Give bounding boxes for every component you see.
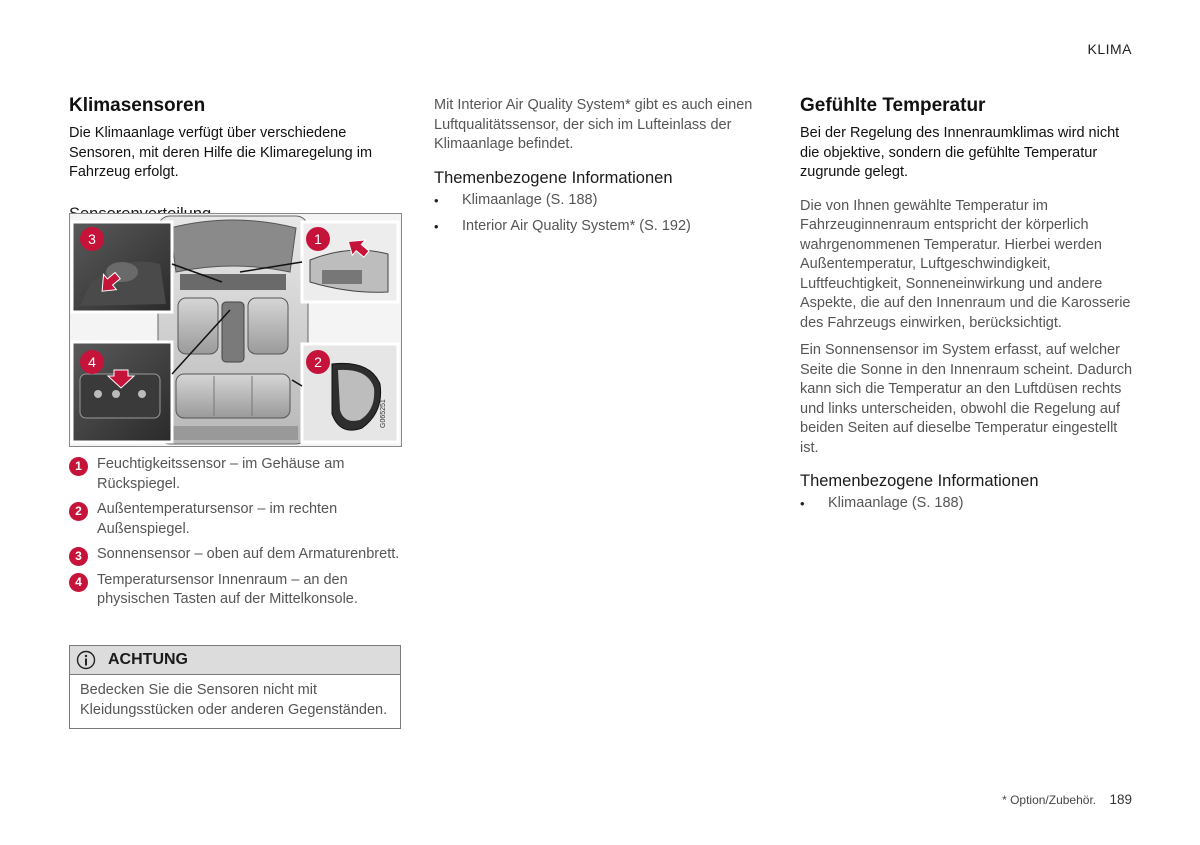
callout-2 [306, 350, 330, 374]
warning-text: Bedecken Sie die Sensoren nicht mit Kleidungsstücken oder anderen Gegenständen. [80, 682, 388, 718]
section-title: Gefühlte Temperatur [800, 95, 986, 116]
callout-3 [80, 227, 104, 251]
info-circle-icon [76, 650, 96, 675]
callout-1 [306, 227, 330, 251]
list-item [69, 545, 401, 565]
page-footer [1002, 792, 1132, 807]
intro-paragraph: Die Klimaanlage verfügt über verschiedene Sensoren, mit deren Hilfe die Klimaregelung im Fahrzeug erfolgt. [69, 125, 373, 180]
intro-paragraph: Bei der Regelung des Innenraumklimas wird nicht die objektive, sondern die gefühlte Temperatur zugrunde gelegt. [800, 125, 1120, 180]
sensor-layout-figure [69, 213, 402, 447]
warning-title: ACHTUNG [108, 651, 188, 668]
list-item [69, 500, 401, 539]
warning-header [70, 646, 400, 675]
callout-text: Temperatursensor Innenraum – an den physischen Tasten auf der Mittelkonsole. [97, 571, 358, 607]
svg-text:2: 2 [314, 354, 322, 370]
body-paragraph: Die von Ihnen gewählte Temperatur im Fahrzeuginnenraum entspricht der körperlich wahrgenommenen Temperatur. Hierbei werden Außentemperatur, Luftgeschwindigkeit, Luftfeuchtigkeit, Sonneneinwirkung und andere Aspekte, die auf den Innenraum und die Karosserie des Fahrzeugs einwirken, berücksichtigt. [800, 197, 1131, 331]
air-quality-paragraph: Mit Interior Air Quality System* gibt es auch einen Luftqualitätssensor, der sich im Lufteinlass der Klimaanlage befindet. [434, 97, 753, 152]
page-number: 189 [1109, 792, 1132, 807]
related-link[interactable]: • Interior Air Quality System* (S. 192) [434, 217, 774, 237]
column-3 [800, 94, 1136, 521]
related-info-heading: Themenbezogene Informationen [800, 472, 1039, 490]
callout-list [69, 455, 401, 616]
list-item [69, 455, 401, 494]
footnote: * Option/Zubehör. [1002, 793, 1097, 807]
callout-badge: 1 [69, 457, 88, 476]
related-info-list [434, 191, 774, 237]
svg-text:3: 3 [88, 231, 96, 247]
list-item [69, 571, 401, 610]
callout-badge: 3 [69, 547, 88, 566]
callout-badge: 4 [69, 573, 88, 592]
svg-text:1: 1 [314, 231, 322, 247]
callout-text: Feuchtigkeitssensor – im Gehäuse am Rückspiegel. [97, 456, 345, 492]
related-info-heading: Themenbezogene Informationen [434, 168, 673, 187]
image-code: G065251 [380, 399, 387, 428]
callout-4 [80, 350, 104, 374]
related-link[interactable]: • Klimaanlage (S. 188) [800, 494, 1136, 514]
callout-badge: 2 [69, 502, 88, 521]
callout-text: Außentemperatursensor – im rechten Außenspiegel. [97, 501, 338, 537]
page-title: Klimasensoren [69, 95, 206, 116]
bullet-icon: • [800, 496, 805, 511]
column-1 [69, 94, 401, 227]
callout-text: Sonnensensor – oben auf dem Armaturenbrett. [97, 546, 400, 562]
related-link[interactable]: • Klimaanlage (S. 188) [434, 191, 774, 211]
bullet-icon: • [434, 219, 439, 234]
related-info-list [800, 494, 1136, 514]
body-paragraph: Ein Sonnensensor im System erfasst, auf welcher Seite die Sonne in den Innenraum scheint. Dadurch kann sich die Temperatur an den Luftdüsen rechts und links unterscheiden, obwohl die Regelung auf beiden Seiten auf dieselbe Temperatur eingestellt ist. [800, 342, 1133, 456]
car-interior-illustration [70, 214, 401, 446]
warning-box [69, 645, 401, 729]
section-header: KLIMA [1087, 41, 1132, 57]
bullet-icon: • [434, 192, 439, 208]
svg-text:4: 4 [88, 354, 96, 370]
column-2 [434, 96, 774, 244]
